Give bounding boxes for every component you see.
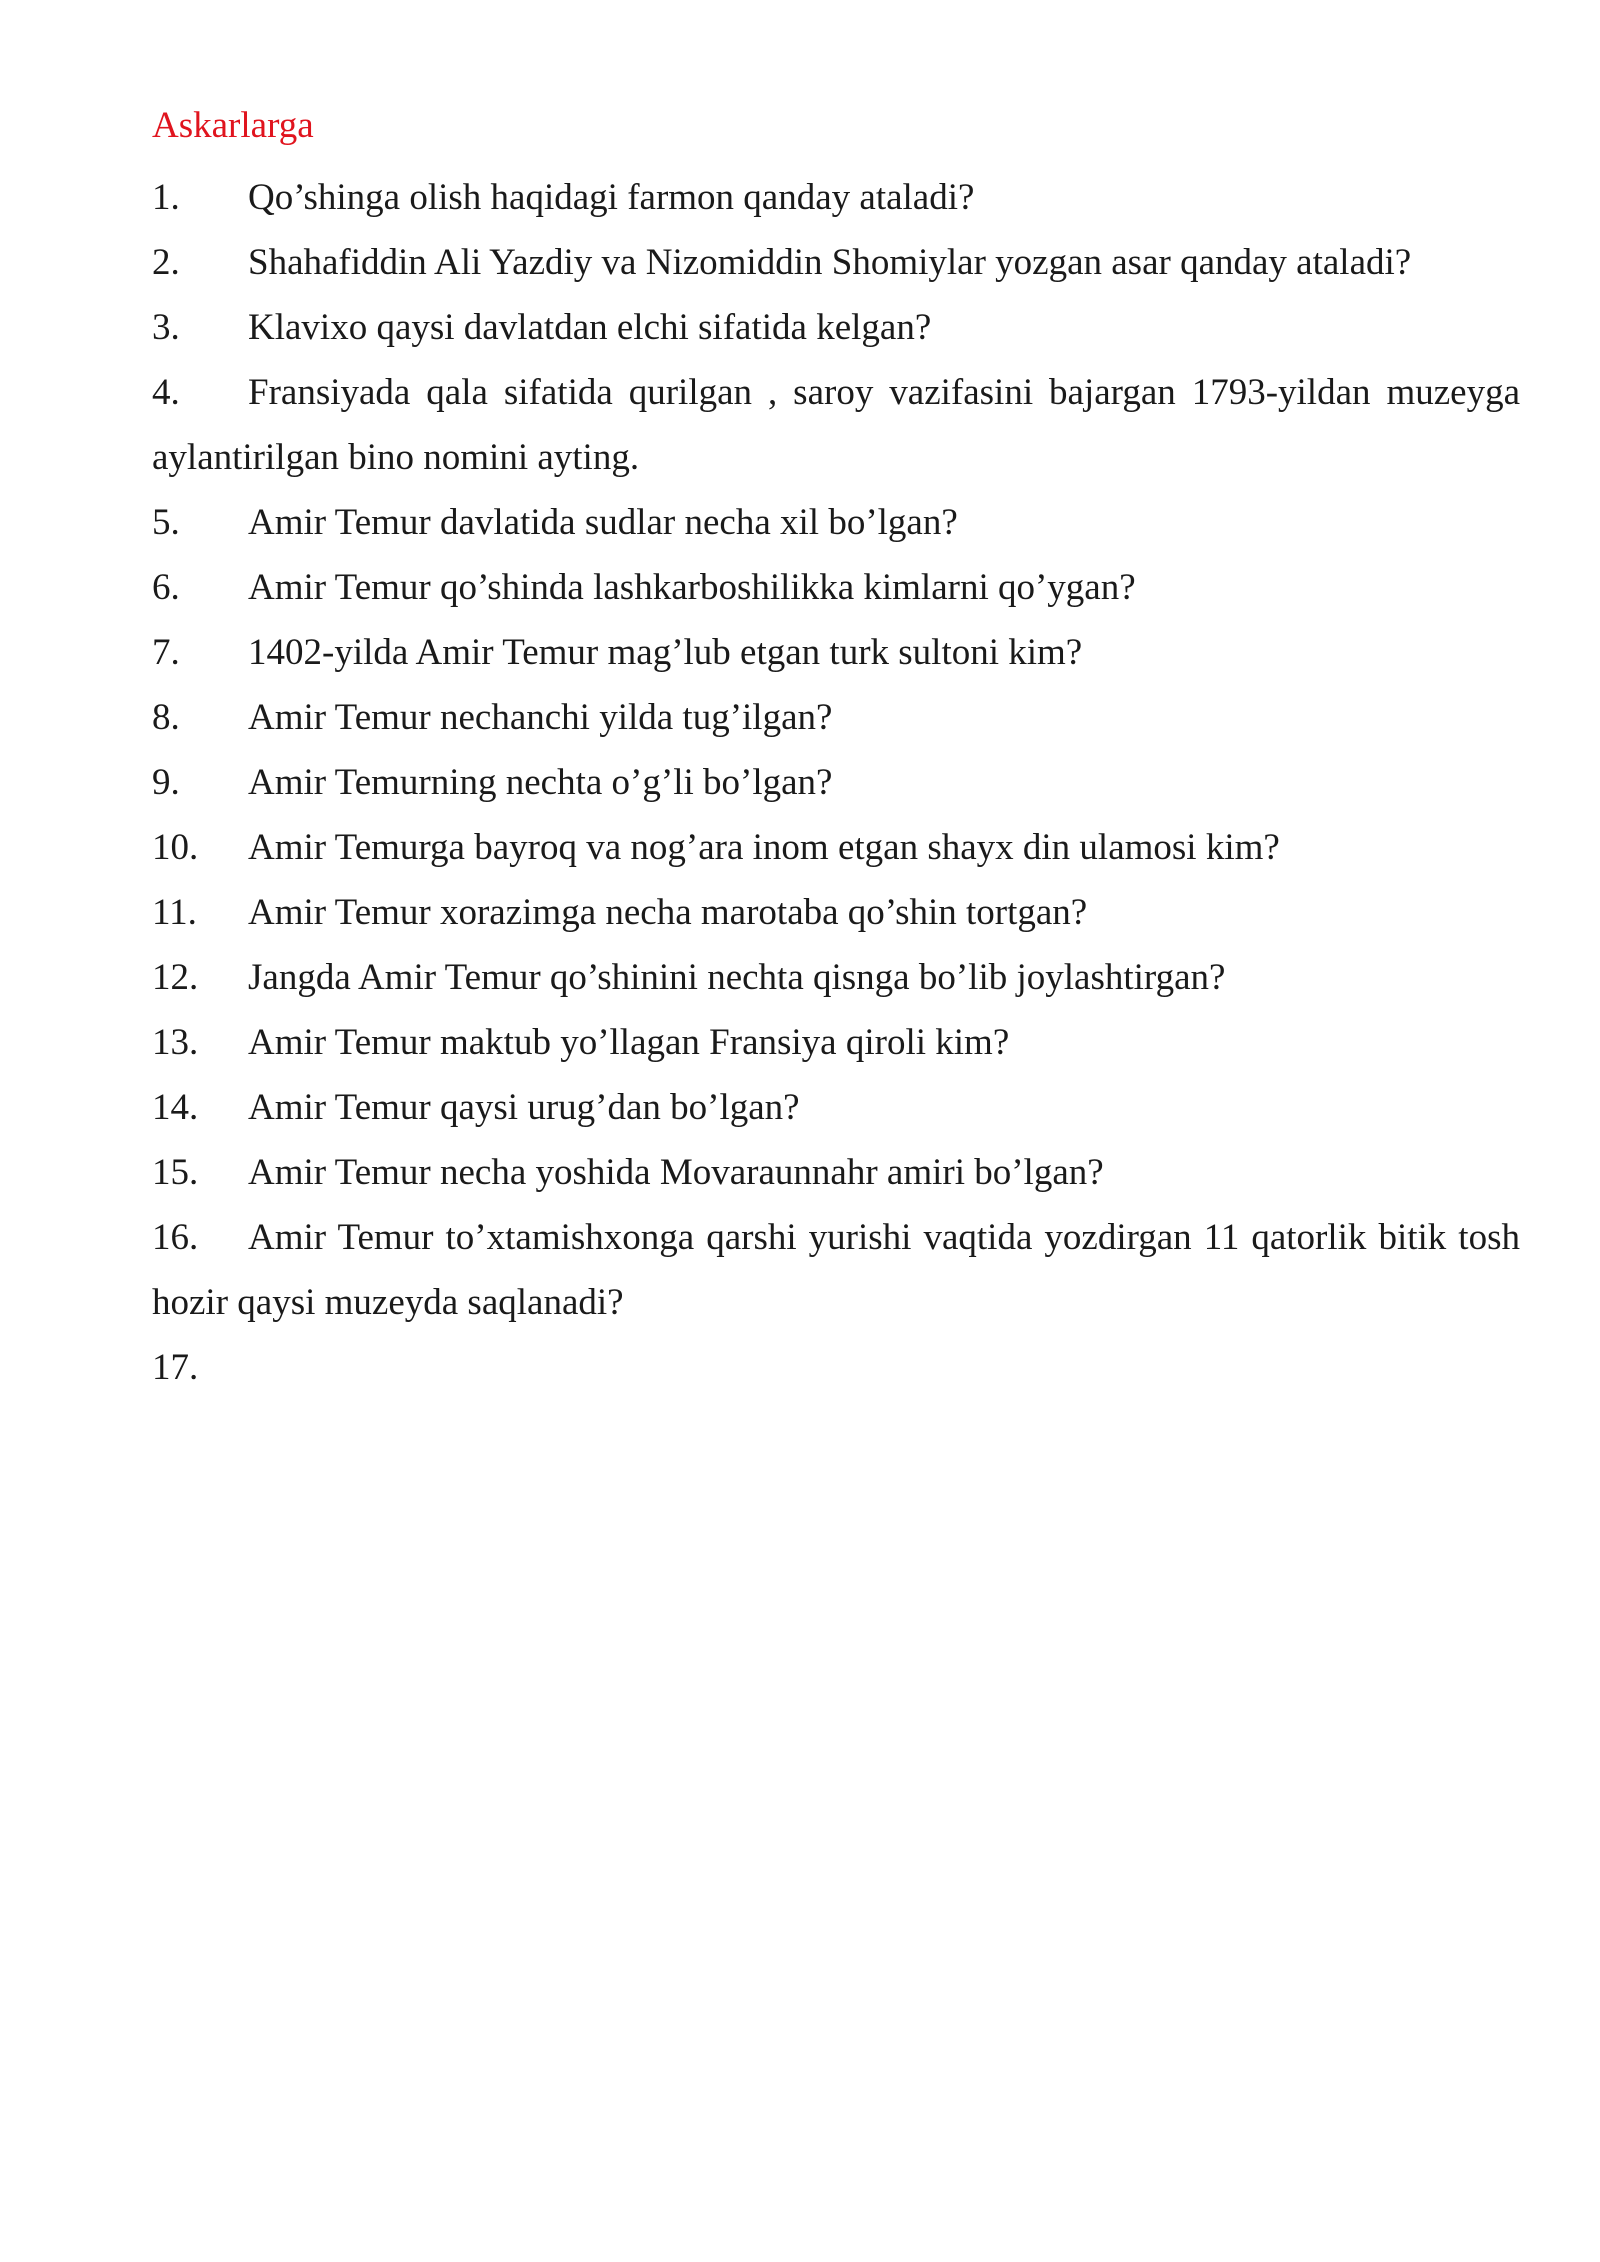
question-item	[152, 945, 1520, 1010]
question-item	[152, 880, 1520, 945]
question-number: 17.	[152, 1347, 199, 1388]
question-list	[152, 165, 1520, 1400]
question-text: Amir Temur to’xtamishxonga qarshi yurishi vaqtida yozdirgan 11 qatorlik bitik tosh hozir qaysi muzeyda saqlanadi?	[152, 1217, 1520, 1323]
question-text: Amir Temurning nechta o’g’li bo’lgan?	[248, 762, 833, 803]
question-number: 1.	[152, 177, 180, 218]
question-item	[152, 1335, 1520, 1400]
question-item	[152, 1075, 1520, 1140]
question-number: 10.	[152, 827, 199, 868]
question-text: Fransiyada qala sifatida qurilgan , saroy vazifasini bajargan 1793-yildan muzeyga aylantirilgan bino nomini ayting.	[152, 372, 1520, 478]
question-item	[152, 620, 1520, 685]
question-text: Amir Temur xorazimga necha marotaba qo’shin tortgan?	[248, 892, 1088, 933]
question-item	[152, 1205, 1520, 1335]
question-text: Amir Temur davlatida sudlar necha xil bo’lgan?	[248, 502, 958, 543]
question-item	[152, 230, 1520, 295]
question-text: Amir Temur nechanchi yilda tug’ilgan?	[248, 697, 833, 738]
question-item	[152, 555, 1520, 620]
question-text: Amir Temur maktub yo’llagan Fransiya qiroli kim?	[248, 1022, 1010, 1063]
question-text: Amir Temurga bayroq va nog’ara inom etgan shayx din ulamosi kim?	[248, 827, 1280, 868]
question-number: 4.	[152, 372, 180, 413]
question-text: Amir Temur necha yoshida Movaraunnahr amiri bo’lgan?	[248, 1152, 1104, 1193]
question-item	[152, 1140, 1520, 1205]
question-text: 1402-yilda Amir Temur mag’lub etgan turk sultoni kim?	[248, 632, 1083, 673]
question-number: 3.	[152, 307, 180, 348]
question-text: Klavixo qaysi davlatdan elchi sifatida kelgan?	[248, 307, 932, 348]
question-number: 13.	[152, 1022, 199, 1063]
question-number: 2.	[152, 242, 180, 283]
question-item	[152, 750, 1520, 815]
question-number: 7.	[152, 632, 180, 673]
question-number: 8.	[152, 697, 180, 738]
question-text: Amir Temur qaysi urug’dan bo’lgan?	[248, 1087, 800, 1128]
question-text: Shahafiddin Ali Yazdiy va Nizomiddin Shomiylar yozgan asar qanday ataladi?	[248, 242, 1412, 283]
question-number: 12.	[152, 957, 199, 998]
question-text: Amir Temur qo’shinda lashkarboshilikka kimlarni qo’ygan?	[248, 567, 1136, 608]
document-heading: Askarlarga	[152, 105, 314, 146]
question-number: 6.	[152, 567, 180, 608]
question-item	[152, 490, 1520, 555]
question-item	[152, 685, 1520, 750]
question-text: Jangda Amir Temur qo’shinini nechta qisnga bo’lib joylashtirgan?	[248, 957, 1226, 998]
question-item	[152, 165, 1520, 230]
question-number: 16.	[152, 1217, 199, 1258]
question-number: 11.	[152, 892, 197, 933]
question-item	[152, 360, 1520, 490]
question-item	[152, 1010, 1520, 1075]
question-number: 5.	[152, 502, 180, 543]
question-number: 14.	[152, 1087, 199, 1128]
question-item	[152, 815, 1520, 880]
question-number: 9.	[152, 762, 180, 803]
question-text: Qo’shinga olish haqidagi farmon qanday ataladi?	[248, 177, 975, 218]
question-item	[152, 295, 1520, 360]
question-number: 15.	[152, 1152, 199, 1193]
